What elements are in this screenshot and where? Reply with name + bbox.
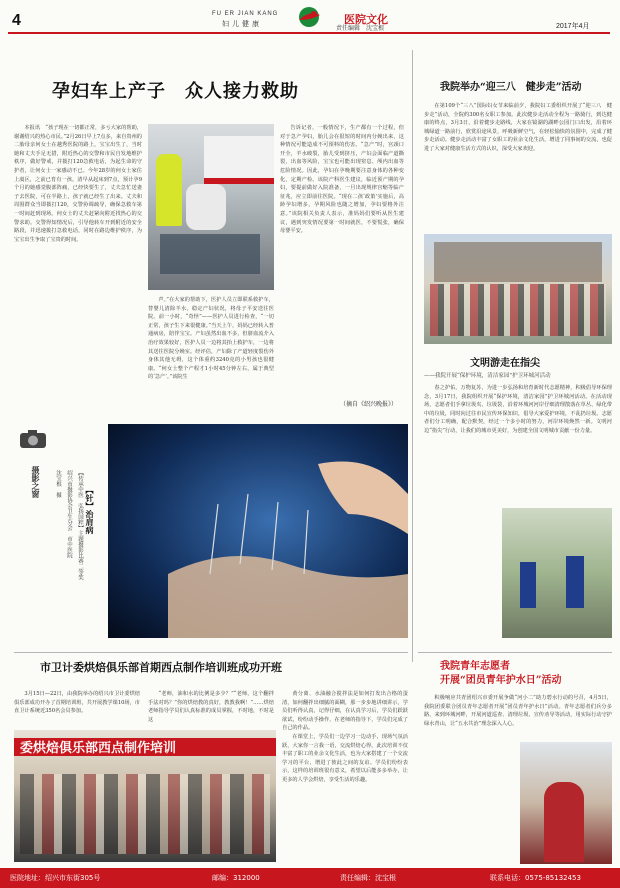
- baking-col-2-text: “老师，油和水的比例是多少？”“老师，这个翻拌手法对吗？”你的烘焙教的真好，教教我啊！”……烘焙老师指导学员们认真标准的成员掌握，不时地，不时是这: [148, 691, 274, 723]
- paper-name-en: FU ER JIAN KANG: [212, 11, 279, 17]
- civil-body-cont: [424, 508, 498, 640]
- civil-body: [424, 384, 612, 504]
- stretcher-shape: [160, 234, 260, 274]
- photo-caption-credits: [52, 470, 85, 620]
- baking-top-rule: [14, 652, 408, 653]
- footer-editor: 责任编辑：沈宝根: [340, 874, 396, 882]
- walk-event-photo: [424, 234, 612, 344]
- baking-banner-text: 委烘焙俱乐部西点制作培训: [20, 741, 177, 756]
- youth-body-top: [424, 694, 612, 738]
- youth-volunteer-figure: [544, 782, 584, 862]
- civil-headline: 文明游走在指尖: [470, 358, 540, 369]
- youth-top-rule: [418, 652, 612, 653]
- lead-col-2: [148, 296, 274, 408]
- baking-col-1: [14, 690, 140, 726]
- gate-structure: [434, 242, 602, 282]
- paper-name-cn: 妇儿健康: [222, 20, 262, 28]
- hospital-logo-icon: [292, 6, 326, 30]
- baking-class-photo: [14, 730, 276, 862]
- baking-headline: 市卫计委烘焙俱乐部首期西点制作培训班成功开班: [40, 661, 282, 674]
- lead-col-2-text: 声。”在大家的帮助下，医护人员立即联系救护车，替婴儿清除羊水，稳定产妇状况，将母子平安送往医院。前一小时，“奇怪”——医护人员进行检查，“一切正常，孩子生下来很健康。”当天上午，妈妈已经转入普通病房，陪伴宝宝。产妇虽然出血不多，但脐血流介入治疗效果较好，医护人员一边将其抬上救护车，一边将其送往医院分娩室。经评估，产妇除了产道轻度裂伤外身体其他无碍，这个体重约3240克的小男孩也很健康。“何女士整个产程才1小时45分钟左右，属于典型的‘急产’。”该院生: [148, 297, 274, 381]
- column-divider: [412, 50, 413, 662]
- baking-col-1-text: 3月15日—22日，由我院举办的绍兴市卫计委烘焙俱乐部成功开办了首期培训班，共开展教学课10场，市直卫计系统近350名会员参加。: [14, 691, 140, 715]
- section-editor: 责任编辑 沈宝根: [336, 25, 385, 32]
- civil-event-photo: [502, 508, 612, 638]
- police-vest-figure: [156, 154, 182, 226]
- caption-line-1: 【传承中医 弘扬国粹】主题摄影比赛二等奖: [77, 470, 83, 580]
- youth-event-photo: [520, 742, 612, 864]
- ambulance-photo: [148, 124, 274, 290]
- page-footer: [0, 868, 620, 888]
- masthead: [0, 0, 620, 40]
- photo-corner-tag: 摄影之窗: [31, 466, 41, 498]
- caption-line-2: 绍兴市摄影协会卫生分会 市中医院: [66, 470, 72, 558]
- youth-body-text: 积极响应共青团绍兴市委开展争做“河小二”助力碧水行动的号召，4月5日，我院团委联合团员青年志愿者开展“团员青年护水日”活动。青年志愿者们兵分多路，来到环城河畔，开展河道巡查、清理垃圾、宣传劝导等活动，用实际行动守护绿水青山，让“五水共治”理念深入人心。: [424, 695, 612, 727]
- footer-postcode: 邮编：312000: [212, 874, 260, 882]
- caption-line-3: 沈宝根 摄: [55, 470, 61, 498]
- baking-col-4-text: 在课堂上，学员们一边学习一边动手，现场气氛活跃，大家你一言我一语，交流烘焙心得。此次培训不仅丰富了职工的业余文化生活，也为大家搭建了一个交流学习的平台，增进了彼此之间的友谊。学员们纷纷表示，这样的培训班很有意义，希望以后能多多举办，让更多的人学会烘焙，享受生活的乐趣。: [282, 733, 408, 783]
- walking-crowd: [430, 284, 606, 336]
- volunteer-figure-2: [566, 556, 584, 608]
- footer-phone: 联系电话：0575-85132453: [490, 874, 581, 882]
- walk-headline: 我院举办“迎三八 健步走”活动: [440, 82, 582, 93]
- lead-col-1-text: 本报讯 “孩子现在一切都正常，多亏大家的帮助，谢谢绍兴的热心市民。”2月26日早上7点多，来自贵州的二胎母亲何女士在越秀医院的路上，宝宝出生了，当时她和丈夫手足无措，附近热心的交警和市民自发地维护秩序，做好警戒，并拨打120急救电话，为起生命的守护者，让何女士一家感动不已。今年28岁的何女士家住上虞区，之前已育有一孩。清早从起床到7点，预计孕9个月的她感觉腹部阵痛，已经快要生了，丈夫急忙送妻子去医院，可在半路上，孩子就已经生了出来。丈夫和周围群众当即拨打120，交警协调疏导，确保急救车第一时间赶到现场。何女士的丈夫赶紧向附近找热心的交警求助。交警得知情况后，引导他转车开到附近的安全路段，并迅速拨打急救电话，同时在路边维护秩序，为宝宝出生争取了宝贵的时间。: [14, 125, 142, 243]
- acupuncture-photo: [108, 424, 408, 638]
- baking-col-2: [148, 690, 274, 726]
- lead-col-3-text: 告诉记者，一般情况下，生产都有一个过程，但对于急产孕妇，胎儿会在很短的时间内分娩出来，这种情况可能造成不可预料的伤害。“急产”时，宫颈口开全，羊水破裂，胎儿受到挤压，产妇会面临产道撕裂，出血等风险，宝宝也可能出现窒息、颅内出血等危险情况。因此，孕妇在孕晚期要注意身体的各种变化，定期产检。该院产科医生建议，临近预产期的孕妇，要提前做好入院准备，一旦出现规律宫缩等临产征兆，应立即前往医院。“现在二孩‘政策’实施后，高龄孕妇增多，孕期风险也随之增加，孕妇要格外注意。”该院相关负责人表示，准妈妈们要听从医生建议，遇到突发情况要第一时间就医，不要慌张，确保母婴平安。: [280, 125, 404, 235]
- walk-body: [424, 102, 612, 232]
- photo-caption-title: 【针】治肩病: [85, 486, 95, 534]
- ambulance-shape: [204, 136, 274, 184]
- lead-byline: （摘自《绍兴晚报》）: [340, 401, 398, 408]
- baking-col-3-text: 黄分离、水油融合搅拌法是如何打发出合格的蛋清，如何翻拌出细腻的面糊，那一步步地讲细讲示，学员们听得认真，记得仔细，在认真学习后，学员们跃跃欲试，纷纷动手操作，在老师的指导下，学员们完成了自己的作品。: [282, 691, 408, 732]
- walk-body-text: 在第109个“三八”国际妇女节来临前夕，我院妇工委组织开展了“迎三八 健步走”活动，全院约300名女职工参加。此次健步走活动全程为一路骑行，到达健康的终点，3月3日，沿着健步走路线，大家在镜湖的湖畔公园门口出发，沿着环城绿道一路前行，欣赏沿途风景，呼吸新鲜空气，在轻松愉快的氛围中，完成了健步走活动。健步走活动丰富了女职工的业余文化生活，增进了同事间的交流，也促进了大家对健康生活方式的认识，深受大家欢迎。: [424, 103, 612, 152]
- civil-body-text: 春之护佑，万物复苏，为进一步弘扬和培育新时代志愿精神，积极倡导环保理念，3月17日，我院组织开展“保护环境，清洁家园”护卫环城河活动。在活动现场，志愿者们手拿垃圾夹、垃圾袋，沿着环城河河岸仔细清理散落在草丛、绿化带中的垃圾，同时向过往市民宣传环保知识，倡导大家爱护环境，不乱扔垃圾。志愿者们分工明确，配合默契，经过一个多小时的努力，河岸环境焕然一新。文明河边“指尖”行动，让我们的城市更美好，为创建全国文明城市贡献一份力量。: [424, 385, 612, 434]
- volunteer-figure-1: [520, 562, 536, 608]
- camera-icon: [18, 428, 48, 450]
- lead-col-3: [280, 124, 404, 400]
- baking-col-3: [282, 690, 408, 860]
- footer-address: 医院地址：绍兴市东街305号: [10, 874, 101, 882]
- civil-subheadline: ——我院开展“保护环境，清洁家园”护卫环城河活动: [424, 373, 551, 379]
- lead-col-1: [14, 124, 142, 408]
- acupuncture-needles-art: [108, 424, 408, 638]
- header-rule: [8, 32, 610, 34]
- youth-headline: 我院青年志愿者 开展“团员青年护水日”活动: [440, 661, 562, 686]
- issue-date: 2017年4月: [556, 23, 590, 30]
- medic-figure: [186, 184, 226, 230]
- section-title: 医院文化: [344, 13, 388, 26]
- lead-headline: 孕妇车上产子 众人接力救助: [52, 81, 299, 102]
- class-members-crowd: [20, 774, 270, 854]
- page-number: 4: [12, 12, 21, 29]
